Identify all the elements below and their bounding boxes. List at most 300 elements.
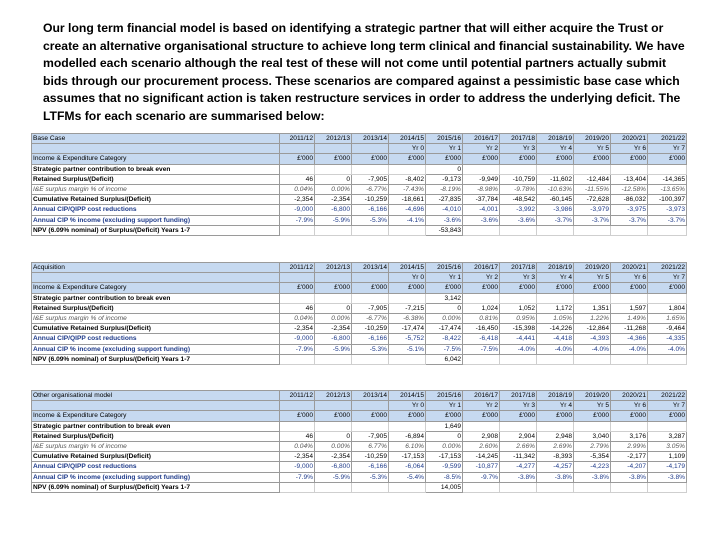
year-index-header: Yr 1 [426,273,463,283]
cell-value [500,293,537,303]
year-header: 2012/13 [315,263,352,273]
cell-value: 6,042 [426,354,463,364]
header-category-row [32,411,687,421]
cell-value: -17,474 [389,324,426,334]
cell-value [315,354,352,364]
cell-value: -8,393 [537,452,574,462]
unit-header: £'000 [463,283,500,293]
cell-value: -9,000 [280,205,315,215]
cell-value: -7,905 [352,174,389,184]
cell-value [611,225,648,235]
year-header: 2011/12 [280,134,315,144]
unit-header: £'000 [537,283,574,293]
cell-value: -7.5% [426,344,463,354]
unit-header: £'000 [426,411,463,421]
header-years-row [32,263,687,273]
cell-value: -4,441 [500,334,537,344]
year-header: 2016/17 [463,391,500,401]
year-header: 2017/18 [500,134,537,144]
table-row [32,185,687,195]
cell-value: -3.7% [537,215,574,225]
intro-text: Our long term financial model is based on identifying a strategic partner that will either acquire the Trust or create an alternative organisational structure to achieve long term clinical and financial sustainability. We have modelled each scenario although the real test of these will not come until potential partners actually submit bids through our procurement process. These scenarios are compared against a pessimistic base case which assumes that no significant action is taken restructure services in order to address the underlying deficit. The LTFMs for each scenario are summarised below: [43,21,685,123]
cell-value: 1,109 [648,452,687,462]
cell-value: -6.77% [352,185,389,195]
row-label: Cumulative Retained Surplus/(Deficit) [32,324,280,334]
cell-value: -60,145 [537,195,574,205]
cell-value: 1,649 [426,421,463,431]
cell-value: -10,259 [352,452,389,462]
unit-header: £'000 [426,154,463,164]
cell-value [463,421,500,431]
unit-header: £'000 [574,411,611,421]
cell-value: -6,166 [352,205,389,215]
cell-value: -14,245 [463,452,500,462]
cell-value: 0.04% [280,185,315,195]
cell-value [648,225,687,235]
cell-value: 0.00% [315,185,352,195]
cell-value: 1,172 [537,303,574,313]
cell-value: -3,979 [574,205,611,215]
cell-value: -4,418 [537,334,574,344]
row-label: Annual CIP % income (excluding support funding) [32,344,280,354]
cell-value [611,354,648,364]
cell-value: 0 [315,431,352,441]
year-index-header: Yr 2 [463,401,500,411]
unit-header: £'000 [574,283,611,293]
unit-header: £'000 [463,411,500,421]
cell-value: -4.1% [389,215,426,225]
table-row [32,442,687,452]
cell-value: -7.43% [389,185,426,195]
cell-value: 0.04% [280,314,315,324]
cell-value: -5,752 [389,334,426,344]
cell-value [389,354,426,364]
cell-value: -17,153 [426,452,463,462]
cell-value: -3.6% [500,215,537,225]
unit-header: £'000 [315,411,352,421]
cell-value: 46 [280,303,315,313]
base-case-table [31,133,687,236]
unit-header: £'000 [389,411,426,421]
row-label: Strategic partner contribution to break even [32,421,280,431]
cell-value [463,354,500,364]
unit-header: £'000 [537,411,574,421]
table-row [32,324,687,334]
row-label: Cumulative Retained Surplus/(Deficit) [32,452,280,462]
unit-header: £'000 [426,283,463,293]
header-year-index-row [32,401,687,411]
row-label: Strategic partner contribution to break even [32,293,280,303]
table-title: Base Case [32,134,280,144]
cell-value [315,482,352,492]
year-header: 2019/20 [574,263,611,273]
unit-header: £'000 [280,411,315,421]
cell-value [500,421,537,431]
cell-value: -2,354 [280,452,315,462]
cell-value: -8,402 [389,174,426,184]
cell-value [500,164,537,174]
unit-header: £'000 [280,154,315,164]
cell-value: -4,179 [648,462,687,472]
year-header: 2014/15 [389,134,426,144]
row-label: Retained Surplus/(Deficit) [32,174,280,184]
year-index-header [280,273,315,283]
year-header: 2013/14 [352,391,389,401]
table-row [32,421,687,431]
cell-value: -10.63% [537,185,574,195]
year-index-header [315,401,352,411]
year-header: 2015/16 [426,134,463,144]
cell-value: 0.04% [280,442,315,452]
cell-value [389,164,426,174]
year-index-header [315,144,352,154]
row-label: NPV (6.09% nominal) of Surplus/(Deficit) Years 1-7 [32,225,280,235]
cell-value: 0.95% [500,314,537,324]
cell-value: -11,602 [537,174,574,184]
cell-value: -9.7% [463,472,500,482]
cell-value: -5.3% [352,215,389,225]
year-header: 2015/16 [426,391,463,401]
cell-value [463,293,500,303]
year-index-header: Yr 5 [574,401,611,411]
cell-value: 3,176 [611,431,648,441]
unit-header: £'000 [315,154,352,164]
header-category-row [32,154,687,164]
cell-value: -12.58% [611,185,648,195]
table-row [32,303,687,313]
table-row [32,431,687,441]
cell-value [648,482,687,492]
cell-value: 46 [280,431,315,441]
year-header: 2019/20 [574,391,611,401]
header-spacer [32,401,280,411]
year-header: 2021/22 [648,134,687,144]
cell-value: -4.0% [648,344,687,354]
cell-value: -4.0% [500,344,537,354]
cell-value: 2.66% [500,442,537,452]
cell-value: 1,024 [463,303,500,313]
cell-value: 2.99% [611,442,648,452]
year-header: 2012/13 [315,391,352,401]
unit-header: £'000 [389,283,426,293]
year-index-header: Yr 2 [463,273,500,283]
cell-value [611,482,648,492]
header-years-row [32,391,687,401]
cell-value [574,293,611,303]
year-index-header: Yr 1 [426,401,463,411]
unit-header: £'000 [611,411,648,421]
cell-value: -3.6% [426,215,463,225]
year-header: 2021/22 [648,391,687,401]
row-label: Retained Surplus/(Deficit) [32,303,280,313]
row-label: NPV (6.09% nominal) of Surplus/(Deficit) Years 1-7 [32,482,280,492]
cell-value: 0 [426,303,463,313]
cell-value: -37,784 [463,195,500,205]
cell-value: -5.3% [352,344,389,354]
year-index-header: Yr 2 [463,144,500,154]
cell-value: -9,464 [648,324,687,334]
year-index-header [280,401,315,411]
cell-value: -72,628 [574,195,611,205]
year-header: 2019/20 [574,134,611,144]
cell-value [537,293,574,303]
cell-value: -3.7% [648,215,687,225]
intro-paragraph [43,20,693,126]
year-index-header: Yr 3 [500,144,537,154]
cell-value: -3.8% [611,472,648,482]
cell-value: -9,000 [280,462,315,472]
cell-value [352,225,389,235]
year-header: 2016/17 [463,134,500,144]
cell-value: -7.5% [463,344,500,354]
cell-value [315,164,352,174]
cell-value: 2,908 [463,431,500,441]
cell-value: -4.0% [611,344,648,354]
header-year-index-row [32,144,687,154]
table-row [32,164,687,174]
cell-value: -18,661 [389,195,426,205]
year-header: 2020/21 [611,391,648,401]
cell-value: 2,904 [500,431,537,441]
cell-value: -2,354 [315,195,352,205]
header-category-row [32,283,687,293]
table-title: Other organisational model [32,391,280,401]
cell-value: -10,259 [352,324,389,334]
category-label: Income & Expenditure Category [32,154,280,164]
cell-value: -6.38% [389,314,426,324]
cell-value [537,225,574,235]
year-index-header: Yr 7 [648,401,687,411]
cell-value: -5.9% [315,344,352,354]
cell-value: -3,975 [611,205,648,215]
cell-value: 1.65% [648,314,687,324]
cell-value [648,164,687,174]
year-header: 2013/14 [352,263,389,273]
cell-value [537,421,574,431]
unit-header: £'000 [352,283,389,293]
cell-value: 1,597 [611,303,648,313]
cell-value: -10,877 [463,462,500,472]
cell-value: -9,599 [426,462,463,472]
cell-value: -3.8% [500,472,537,482]
cell-value: -7.9% [280,472,315,482]
year-index-header: Yr 7 [648,273,687,283]
cell-value: -4,277 [500,462,537,472]
cell-value: 6.10% [389,442,426,452]
year-index-header [315,273,352,283]
cell-value [537,354,574,364]
cell-value: -13,404 [611,174,648,184]
cell-value: -86,032 [611,195,648,205]
cell-value: -6,166 [352,334,389,344]
cell-value [574,421,611,431]
row-label: Annual CIP % income (excluding support funding) [32,472,280,482]
cell-value: -4,001 [463,205,500,215]
year-index-header [352,144,389,154]
row-label: NPV (6.09% nominal) of Surplus/(Deficit) Years 1-7 [32,354,280,364]
year-index-header [352,273,389,283]
cell-value: -15,398 [500,324,537,334]
cell-value: -11,342 [500,452,537,462]
table-title: Acquisition [32,263,280,273]
cell-value: -3,986 [537,205,574,215]
cell-value [352,482,389,492]
cell-value: -14,226 [537,324,574,334]
year-header: 2020/21 [611,134,648,144]
cell-value: 0.81% [463,314,500,324]
cell-value: 3,040 [574,431,611,441]
cell-value: -5.3% [352,472,389,482]
cell-value [574,482,611,492]
cell-value [648,421,687,431]
cell-value: -10,759 [500,174,537,184]
cell-value [280,225,315,235]
year-index-header: Yr 0 [389,273,426,283]
year-index-header: Yr 6 [611,273,648,283]
unit-header: £'000 [648,154,687,164]
year-index-header: Yr 6 [611,401,648,411]
cell-value: -8,422 [426,334,463,344]
row-label: Strategic partner contribution to break even [32,164,280,174]
cell-value: 0.00% [426,314,463,324]
cell-value [537,164,574,174]
cell-value: -4,207 [611,462,648,472]
year-header: 2018/19 [537,134,574,144]
cell-value: -53,843 [426,225,463,235]
category-label: Income & Expenditure Category [32,283,280,293]
unit-header: £'000 [500,154,537,164]
row-label: Retained Surplus/(Deficit) [32,431,280,441]
cell-value: -6,418 [463,334,500,344]
cell-value: -16,450 [463,324,500,334]
year-index-header [280,144,315,154]
table-row [32,452,687,462]
cell-value: -6,894 [389,431,426,441]
year-index-header: Yr 6 [611,144,648,154]
cell-value: 3,287 [648,431,687,441]
cell-value: -48,542 [500,195,537,205]
cell-value: 1,052 [500,303,537,313]
cell-value: -4.0% [537,344,574,354]
cell-value [389,293,426,303]
cell-value: -7,905 [352,303,389,313]
unit-header: £'000 [280,283,315,293]
cell-value: -17,153 [389,452,426,462]
year-index-header [352,401,389,411]
cell-value [280,293,315,303]
cell-value [463,225,500,235]
table-row [32,225,687,235]
year-index-header: Yr 0 [389,401,426,411]
year-header: 2021/22 [648,263,687,273]
cell-value: -3.7% [574,215,611,225]
cell-value: -8.19% [426,185,463,195]
cell-value: -11.55% [574,185,611,195]
cell-value: 2,948 [537,431,574,441]
cell-value: -5.9% [315,215,352,225]
cell-value [389,225,426,235]
header-spacer [32,273,280,283]
table-row [32,174,687,184]
cell-value: -6,064 [389,462,426,472]
cell-value: -3,973 [648,205,687,215]
cell-value: -12,484 [574,174,611,184]
other-organisational-model-table [31,390,687,493]
cell-value: 3,142 [426,293,463,303]
acquisition-table [31,262,687,365]
cell-value [574,164,611,174]
table-row [32,482,687,492]
year-header: 2014/15 [389,391,426,401]
year-header: 2017/18 [500,263,537,273]
cell-value: -7.9% [280,344,315,354]
cell-value: 0.00% [315,442,352,452]
category-label: Income & Expenditure Category [32,411,280,421]
cell-value: -14,365 [648,174,687,184]
cell-value: 14,005 [426,482,463,492]
cell-value: 0.00% [426,442,463,452]
cell-value [611,421,648,431]
cell-value: -100,397 [648,195,687,205]
cell-value: -3.8% [648,472,687,482]
unit-header: £'000 [315,283,352,293]
cell-value [500,482,537,492]
row-label: Cumulative Retained Surplus/(Deficit) [32,195,280,205]
cell-value: 0 [315,174,352,184]
cell-value: -4,696 [389,205,426,215]
cell-value: -17,474 [426,324,463,334]
unit-header: £'000 [352,154,389,164]
cell-value [611,164,648,174]
cell-value: -12,864 [574,324,611,334]
cell-value: 1,804 [648,303,687,313]
cell-value: -27,835 [426,195,463,205]
cell-value: -13.65% [648,185,687,195]
cell-value: -10,259 [352,195,389,205]
cell-value: 1,351 [574,303,611,313]
cell-value: -3.6% [463,215,500,225]
row-label: I&E surplus margin % of income [32,185,280,195]
header-years-row [32,134,687,144]
cell-value: -3.7% [611,215,648,225]
cell-value [500,225,537,235]
cell-value: -7.9% [280,215,315,225]
cell-value: -3.8% [574,472,611,482]
cell-value [574,225,611,235]
year-index-header: Yr 3 [500,401,537,411]
cell-value: -5.4% [389,472,426,482]
table-row [32,472,687,482]
year-header: 2018/19 [537,391,574,401]
year-index-header: Yr 3 [500,273,537,283]
cell-value: -3.8% [537,472,574,482]
cell-value [389,482,426,492]
cell-value: -2,354 [280,324,315,334]
cell-value: -6,800 [315,462,352,472]
table-row [32,354,687,364]
cell-value: -7,215 [389,303,426,313]
cell-value: 3.05% [648,442,687,452]
cell-value: -11,268 [611,324,648,334]
unit-header: £'000 [389,154,426,164]
cell-value: -6.77% [352,314,389,324]
cell-value [611,293,648,303]
cell-value: -2,354 [315,324,352,334]
cell-value: -5.1% [389,344,426,354]
cell-value: -4,223 [574,462,611,472]
table-row [32,215,687,225]
year-index-header: Yr 4 [537,273,574,283]
